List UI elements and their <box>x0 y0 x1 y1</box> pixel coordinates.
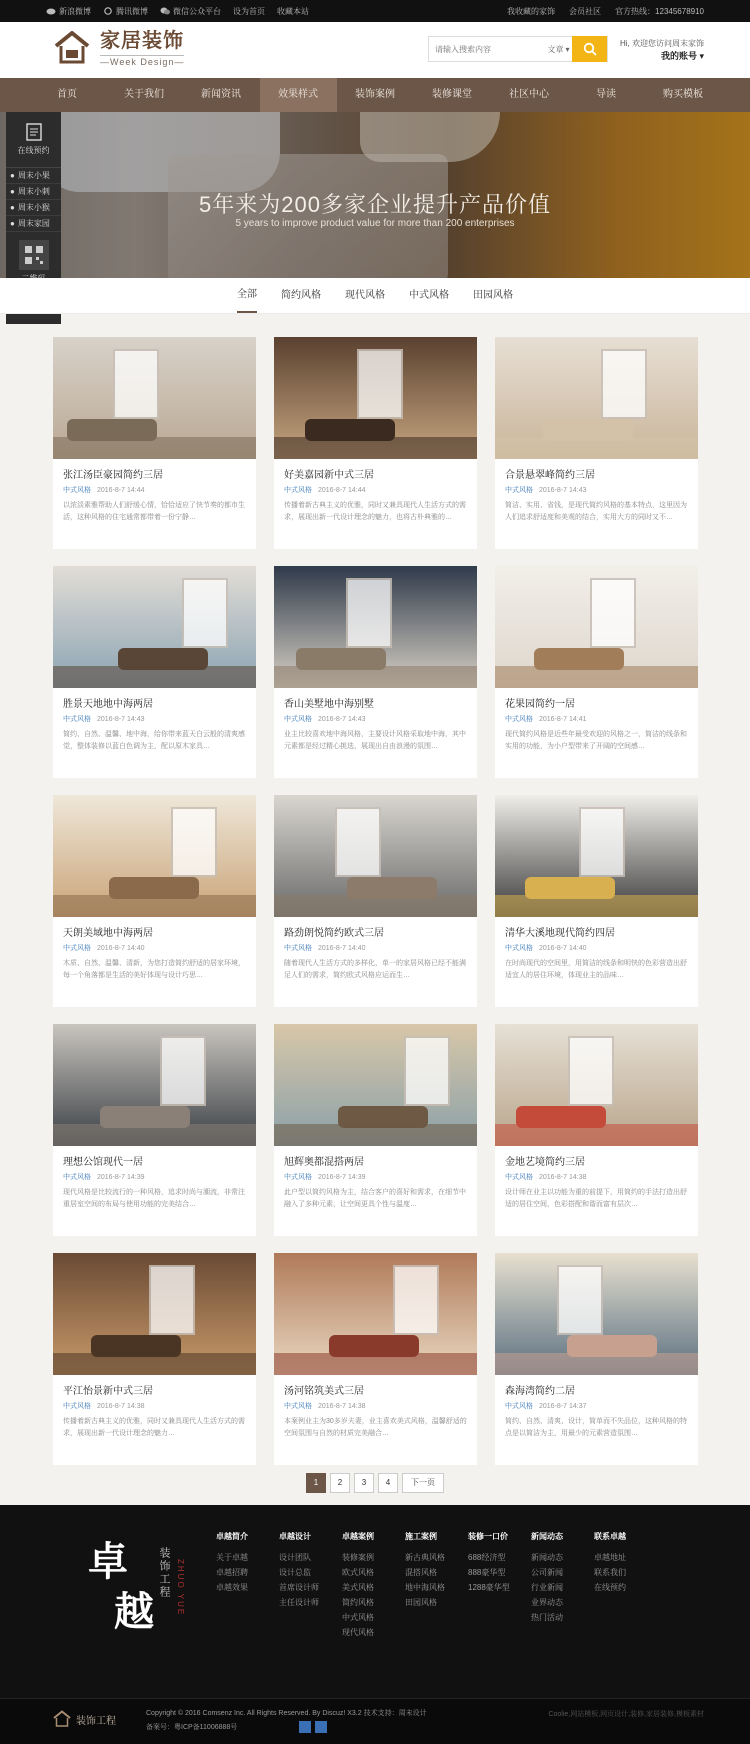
case-date: 2016-8-7 14:40 <box>539 945 587 952</box>
case-meta <box>63 485 246 495</box>
case-meta <box>284 1172 467 1182</box>
case-title[interactable]: 胜景天地地中海两居 <box>63 699 153 710</box>
case-description: 业主比较喜欢地中海风格，主要设计风格采取地中海，其中元素都是经过精心挑选，展现出自由浪漫的氛围… <box>284 731 466 750</box>
case-card[interactable] <box>274 1253 477 1465</box>
case-tag[interactable]: 中式风格 <box>63 716 91 723</box>
footer-link[interactable]: 设计团队 <box>279 1553 311 1562</box>
nav-news[interactable]: 新闻资讯 <box>201 89 241 100</box>
case-description: 简洁、实用、省钱，是现代简约风格的基本特点，这里因为人们追求舒适度和美观的结合，实用大方的同时又不… <box>505 502 687 521</box>
nav-about[interactable]: 关于我们 <box>124 89 164 100</box>
footer-column <box>405 1531 468 1640</box>
float-item-4[interactable]: ● 周末家园 <box>6 216 61 232</box>
case-meta <box>63 943 246 953</box>
image-window <box>404 1036 450 1106</box>
case-date: 2016-8-7 14:41 <box>539 716 587 723</box>
nav-cases[interactable]: 装饰案例 <box>355 89 395 100</box>
case-description: 本案例业主为30多岁夫妻，业主喜欢美式风格，温馨舒适的空间氛围与自然的材质完美融合… <box>284 1418 467 1437</box>
case-tag[interactable]: 中式风格 <box>505 1403 533 1410</box>
case-description: 传播着新古典主义的优雅，同时又兼具现代人生活方式的需求，展现出新一代设计理念的魅力，也将古朴典雅的… <box>284 502 466 521</box>
tencent-weibo-link[interactable]: 腾讯微博 <box>103 6 148 17</box>
search-bar <box>428 36 608 62</box>
case-tag[interactable]: 中式风格 <box>284 1403 312 1410</box>
image-window <box>149 1265 195 1335</box>
case-card[interactable] <box>53 566 256 778</box>
footer-link[interactable]: 行业新闻 <box>531 1583 563 1592</box>
image-floor <box>53 1353 256 1375</box>
header <box>0 22 750 78</box>
footer-link[interactable]: 中式风格 <box>342 1613 374 1622</box>
case-description: 简约、自然、温馨、地中海，给你带来蓝天白云般的清爽感觉，整体装修以蓝白色调为主，配以原木家具… <box>63 731 245 750</box>
image-window <box>590 578 636 648</box>
case-image[interactable] <box>495 337 698 459</box>
case-date: 2016-8-7 14:43 <box>318 716 366 723</box>
nav-home[interactable]: 首页 <box>57 89 77 100</box>
hero-banner <box>0 112 750 278</box>
case-title[interactable]: 汤河铭筑美式三居 <box>284 1386 364 1397</box>
case-image[interactable] <box>274 337 477 459</box>
case-date: 2016-8-7 14:39 <box>97 1174 145 1181</box>
footer-column <box>468 1531 531 1640</box>
case-date: 2016-8-7 14:38 <box>97 1403 145 1410</box>
page-2[interactable]: 2 <box>330 1473 350 1493</box>
badge-icon[interactable] <box>299 1721 311 1733</box>
footer-link[interactable]: 装修案例 <box>342 1553 374 1562</box>
footer <box>0 1505 750 1698</box>
case-meta <box>505 714 688 724</box>
footer-link[interactable]: 现代风格 <box>342 1628 374 1637</box>
image-window <box>357 349 403 419</box>
tab-all[interactable]: 全部 <box>237 279 257 313</box>
case-card[interactable] <box>274 337 477 549</box>
nav-guide[interactable]: 导读 <box>596 89 616 100</box>
case-meta <box>284 714 467 724</box>
footer-link[interactable]: 新古典风格 <box>405 1553 445 1562</box>
footer-link-list <box>216 1550 279 1595</box>
case-date: 2016-8-7 14:38 <box>318 1403 366 1410</box>
case-card[interactable] <box>495 1024 698 1236</box>
case-image[interactable] <box>495 1024 698 1146</box>
welcome-text: Hi, 欢迎您访问周末家饰 <box>620 39 704 48</box>
case-meta <box>505 485 688 495</box>
case-meta <box>63 714 246 724</box>
footer-link-list <box>342 1550 405 1640</box>
image-floor <box>53 666 256 688</box>
case-title[interactable]: 天朗美域地中海两居 <box>63 928 153 939</box>
image-floor <box>274 666 477 688</box>
case-meta <box>284 1401 467 1411</box>
footer-keywords: Coolie,网站模板,网页设计,装修,家居装修,模板素材 <box>548 1711 704 1718</box>
image-window <box>346 578 392 648</box>
case-description: 木质、自然、温馨、清新，为您打造简约舒适的居家环境，每一个角落都是生活的美好体现与设计巧思… <box>63 960 245 979</box>
chevron-down-icon: ▾ <box>565 44 570 54</box>
case-tag[interactable]: 中式风格 <box>63 1174 91 1181</box>
case-date: 2016-8-7 14:37 <box>539 1403 587 1410</box>
case-image[interactable] <box>274 795 477 917</box>
image-window <box>171 807 217 877</box>
weibo-icon <box>46 7 56 15</box>
top-bar <box>0 0 750 22</box>
case-title[interactable]: 理想公馆现代一居 <box>63 1157 143 1168</box>
house-logo-icon <box>52 28 92 68</box>
image-floor <box>495 1124 698 1146</box>
case-card[interactable] <box>495 1253 698 1465</box>
case-description: 设计师在业主以功能为重的前提下，用简约的手法打造出舒适的居住空间，色彩搭配和谐而富有层次… <box>505 1189 687 1208</box>
user-icon: ● <box>10 187 15 196</box>
image-window <box>557 1265 603 1335</box>
case-image[interactable] <box>53 1024 256 1146</box>
case-meta <box>505 1401 688 1411</box>
footer-link[interactable]: 卓越效果 <box>216 1583 248 1592</box>
footer-column-title: 卓越设计 <box>279 1532 311 1541</box>
image-floor <box>495 895 698 917</box>
weibo-link[interactable]: 新浪微博 <box>46 6 91 17</box>
case-title[interactable]: 好美嘉园新中式三居 <box>284 470 374 481</box>
tab-simple[interactable]: 简约风格 <box>281 289 321 301</box>
case-date: 2016-8-7 14:44 <box>97 487 145 494</box>
footer-link[interactable]: 888豪华型 <box>468 1568 506 1577</box>
case-image[interactable] <box>53 337 256 459</box>
account-menu[interactable]: 我的账号 ▾ <box>660 51 704 61</box>
image-floor <box>495 437 698 459</box>
footer-link[interactable]: 关于卓越 <box>216 1553 248 1562</box>
online-booking-button[interactable]: 在线预约 <box>6 112 61 168</box>
case-image[interactable] <box>53 795 256 917</box>
footer-link[interactable]: 联系我们 <box>594 1568 626 1577</box>
user-icon: ● <box>10 203 15 212</box>
case-card[interactable] <box>495 337 698 549</box>
image-window <box>113 349 159 419</box>
case-title[interactable]: 香山美墅地中海别墅 <box>284 699 374 710</box>
badge-icon[interactable] <box>315 1721 327 1733</box>
copyright: Copyright © 2016 Comsenz Inc. All Rights Reserved. By Discuz! X3.2 技术支持：周末设计 备案号：粤ICP备11006888号 <box>146 1707 427 1735</box>
footer-link[interactable]: 主任设计师 <box>279 1598 319 1607</box>
case-card[interactable] <box>53 1024 256 1236</box>
case-meta <box>284 943 467 953</box>
footer-link[interactable]: 卓越招聘 <box>216 1568 248 1577</box>
footer-column-title: 卓越案例 <box>342 1532 374 1541</box>
case-card[interactable] <box>274 566 477 778</box>
case-tag[interactable]: 中式风格 <box>505 487 533 494</box>
case-image[interactable] <box>495 1253 698 1375</box>
footer-link[interactable]: 公司新闻 <box>531 1568 563 1577</box>
footer-link[interactable]: 业界动态 <box>531 1598 563 1607</box>
security-badges <box>299 1721 327 1733</box>
top-bar-left <box>46 6 507 17</box>
footer-column <box>594 1531 657 1640</box>
case-tag[interactable]: 中式风格 <box>63 945 91 952</box>
pagination <box>0 1473 750 1493</box>
caret-down-icon: ▾ <box>699 51 704 61</box>
hotline-text: 官方热线：12345678910 <box>615 6 704 16</box>
float-item-3[interactable]: ● 周末小猴 <box>6 200 61 216</box>
case-image[interactable] <box>495 795 698 917</box>
case-title[interactable]: 旭辉奥都混搭两居 <box>284 1157 364 1168</box>
footer-column-title: 卓越简介 <box>216 1532 248 1541</box>
image-floor <box>274 895 477 917</box>
footer-link[interactable]: 1288豪华型 <box>468 1583 510 1592</box>
logo[interactable] <box>52 28 184 68</box>
brand-char-1: 卓 <box>88 1538 128 1585</box>
footer-link[interactable]: 新闻动态 <box>531 1553 563 1562</box>
case-title[interactable]: 张江汤臣豪园简约三居 <box>63 470 163 481</box>
footer-logo[interactable]: 装饰工程 <box>52 1709 116 1729</box>
logo-subtitle: —Week Design— <box>100 57 185 67</box>
case-card[interactable] <box>53 1253 256 1465</box>
logo-title: 家居装饰 <box>100 30 184 52</box>
image-window <box>568 1036 614 1106</box>
case-title[interactable]: 金地艺境简约三居 <box>505 1157 585 1168</box>
document-icon <box>26 123 42 141</box>
case-meta <box>63 1401 246 1411</box>
case-description: 随着现代人生活方式的多样化，单一的家居风格已经不能满足人们的需求，简约欧式风格应运而生… <box>284 960 466 979</box>
footer-columns <box>216 1531 657 1640</box>
image-window <box>601 349 647 419</box>
footer-link[interactable]: 设计总监 <box>279 1568 311 1577</box>
community-link[interactable]: 会员社区 <box>569 6 602 16</box>
tab-chinese[interactable]: 中式风格 <box>409 289 449 301</box>
tencent-icon <box>103 7 113 15</box>
wechat-icon <box>160 7 170 15</box>
my-favorites-link[interactable]: 我收藏的家饰 <box>507 6 556 16</box>
image-floor <box>274 1353 477 1375</box>
footer-link[interactable]: 田园风格 <box>405 1598 437 1607</box>
case-image[interactable] <box>274 1253 477 1375</box>
footer-link-list <box>279 1550 342 1610</box>
case-description: 在时尚现代的空间里，用简洁的线条和明快的色彩营造出舒适宜人的居住环境，体现业主的品味… <box>505 960 687 979</box>
case-meta <box>505 1172 688 1182</box>
case-title[interactable]: 平江怡景新中式三居 <box>63 1386 153 1397</box>
image-floor <box>53 1124 256 1146</box>
case-description: 现代风格是比较流行的一种风格，追求时尚与潮流，非常注重居室空间的布局与使用功能的完美结合… <box>63 1189 245 1208</box>
footer-link[interactable]: 美式风格 <box>342 1583 374 1592</box>
page-1[interactable]: 1 <box>306 1473 326 1493</box>
case-card[interactable] <box>274 1024 477 1236</box>
case-date: 2016-8-7 14:44 <box>318 487 366 494</box>
image-floor <box>495 666 698 688</box>
case-date: 2016-8-7 14:40 <box>318 945 366 952</box>
footer-link-list <box>531 1550 594 1625</box>
brand-vertical-text: 装饰工程 <box>158 1547 170 1599</box>
footer-link[interactable]: 欧式风格 <box>342 1568 374 1577</box>
case-tag[interactable]: 中式风格 <box>505 945 533 952</box>
case-date: 2016-8-7 14:40 <box>97 945 145 952</box>
case-card[interactable] <box>495 795 698 1007</box>
bookmark-link[interactable]: 收藏本站 <box>277 6 309 16</box>
image-floor <box>274 437 477 459</box>
footer-column <box>216 1531 279 1640</box>
footer-link[interactable]: 混搭风格 <box>405 1568 437 1577</box>
case-card[interactable] <box>53 795 256 1007</box>
image-window <box>393 1265 439 1335</box>
page-3[interactable]: 3 <box>354 1473 374 1493</box>
case-tag[interactable]: 中式风格 <box>284 487 312 494</box>
nav-community[interactable]: 社区中心 <box>509 89 549 100</box>
nav-buy-template[interactable]: 购买模板 <box>663 89 703 100</box>
user-icon: ● <box>10 219 15 228</box>
image-window <box>160 1036 206 1106</box>
case-grid <box>53 337 698 1465</box>
image-floor <box>495 1353 698 1375</box>
house-logo-icon <box>52 1709 72 1729</box>
footer-column-title: 装修一口价 <box>468 1532 508 1541</box>
footer-column <box>279 1531 342 1640</box>
footer-column-title: 施工案例 <box>405 1532 437 1541</box>
image-floor <box>53 895 256 917</box>
image-window <box>335 807 381 877</box>
image-floor <box>53 437 256 459</box>
footer-link[interactable]: 在线预约 <box>594 1583 626 1592</box>
case-card[interactable] <box>53 337 256 549</box>
next-page-button[interactable]: 下一页 <box>402 1473 444 1493</box>
case-date: 2016-8-7 14:39 <box>318 1174 366 1181</box>
case-title[interactable]: 森海湾简约二居 <box>505 1386 575 1397</box>
case-image[interactable] <box>274 1024 477 1146</box>
case-tag[interactable]: 中式风格 <box>505 716 533 723</box>
case-card[interactable] <box>274 795 477 1007</box>
footer-bottom <box>0 1698 750 1744</box>
search-button[interactable] <box>572 36 607 62</box>
footer-link-list <box>594 1550 657 1595</box>
footer-link[interactable]: 首席设计师 <box>279 1583 319 1592</box>
image-window <box>182 578 228 648</box>
wechat-link[interactable]: 微信公众平台 <box>160 6 221 17</box>
case-date: 2016-8-7 14:38 <box>539 1174 587 1181</box>
case-tag[interactable]: 中式风格 <box>284 716 312 723</box>
footer-link-list <box>468 1550 531 1595</box>
case-image[interactable] <box>274 566 477 688</box>
footer-column <box>531 1531 594 1640</box>
case-meta <box>63 1172 246 1182</box>
case-card[interactable] <box>495 566 698 778</box>
banner-subtitle: 5 years to improve product value for more than 200 enterprises <box>235 218 515 229</box>
case-description: 此户型以简约风格为主，结合客户的喜好和需求，在细节中融入了多种元素，让空间更具个性与温度… <box>284 1189 466 1208</box>
case-image[interactable] <box>53 1253 256 1375</box>
case-description: 以浓淡素雅帮助人们舒缓心情，恰恰适应了快节奏的都市生活，这种风格的住宅通常都带着一份宁静… <box>63 502 245 521</box>
nav-effects[interactable]: 效果样式 <box>260 78 337 112</box>
case-description: 现代简约风格是近些年最受欢迎的风格之一，简洁的线条和实用的功能，为小户型带来了开阔的空间感… <box>505 731 687 750</box>
main-nav <box>0 78 750 112</box>
footer-column-title: 新闻动态 <box>531 1532 563 1541</box>
footer-link[interactable]: 热门活动 <box>531 1613 563 1622</box>
footer-link[interactable]: 简约风格 <box>342 1598 374 1607</box>
footer-column-title: 联系卓越 <box>594 1532 626 1541</box>
footer-link[interactable]: 地中海风格 <box>405 1583 445 1592</box>
search-icon <box>583 42 597 56</box>
brand-char-2: 越 <box>114 1588 154 1635</box>
tab-pastoral[interactable]: 田园风格 <box>473 289 513 301</box>
case-title[interactable]: 清华大溪地现代简约四居 <box>505 928 615 939</box>
set-homepage-link[interactable]: 设为首页 <box>233 6 265 16</box>
case-title[interactable]: 合景悬翠峰简约三居 <box>505 470 595 481</box>
case-date: 2016-8-7 14:43 <box>97 716 145 723</box>
case-image[interactable] <box>53 566 256 688</box>
banner-title: 5年来为200多家企业提升产品价值 <box>199 192 551 217</box>
case-date: 2016-8-7 14:43 <box>539 487 587 494</box>
footer-column <box>342 1531 405 1640</box>
footer-link-list <box>405 1550 468 1610</box>
case-tag[interactable]: 中式风格 <box>505 1174 533 1181</box>
footer-brand <box>88 1539 188 1659</box>
nav-classroom[interactable]: 装修课堂 <box>432 89 472 100</box>
case-image[interactable] <box>495 566 698 688</box>
case-tag[interactable]: 中式风格 <box>284 945 312 952</box>
case-title[interactable]: 花果园简约一居 <box>505 699 575 710</box>
case-tag[interactable]: 中式风格 <box>63 487 91 494</box>
brand-pinyin: ZHUO YUE <box>176 1559 185 1617</box>
case-meta <box>505 943 688 953</box>
page-4[interactable]: 4 <box>378 1473 398 1493</box>
image-window <box>579 807 625 877</box>
tab-modern[interactable]: 现代风格 <box>345 289 385 301</box>
case-tag[interactable]: 中式风格 <box>284 1174 312 1181</box>
footer-link[interactable]: 卓越地址 <box>594 1553 626 1562</box>
image-floor <box>274 1124 477 1146</box>
case-description: 简约、自然、清爽、设计，简单而不失品位，这种风格的特点是以简洁为主，用最少的元素营造氛围… <box>505 1418 687 1437</box>
case-description: 传播着新古典主义的优雅，同时又兼具现代人生活方式的需求，展现出新一代设计理念的魅力… <box>63 1418 245 1437</box>
case-meta <box>284 485 467 495</box>
case-tag[interactable]: 中式风格 <box>63 1403 91 1410</box>
search-input[interactable] <box>429 37 545 61</box>
style-tabs <box>0 278 750 314</box>
float-item-1[interactable]: ● 周末小果 <box>6 168 61 184</box>
search-scope-select[interactable]: 文章 ▾ <box>547 44 570 54</box>
top-bar-right <box>507 6 704 17</box>
case-title[interactable]: 路劲朗悦简约欧式三居 <box>284 928 384 939</box>
float-item-2[interactable]: ● 周末小刺 <box>6 184 61 200</box>
user-box <box>620 38 704 62</box>
qr-code-icon <box>19 240 49 270</box>
user-icon: ● <box>10 171 15 180</box>
footer-link[interactable]: 688经济型 <box>468 1553 506 1562</box>
